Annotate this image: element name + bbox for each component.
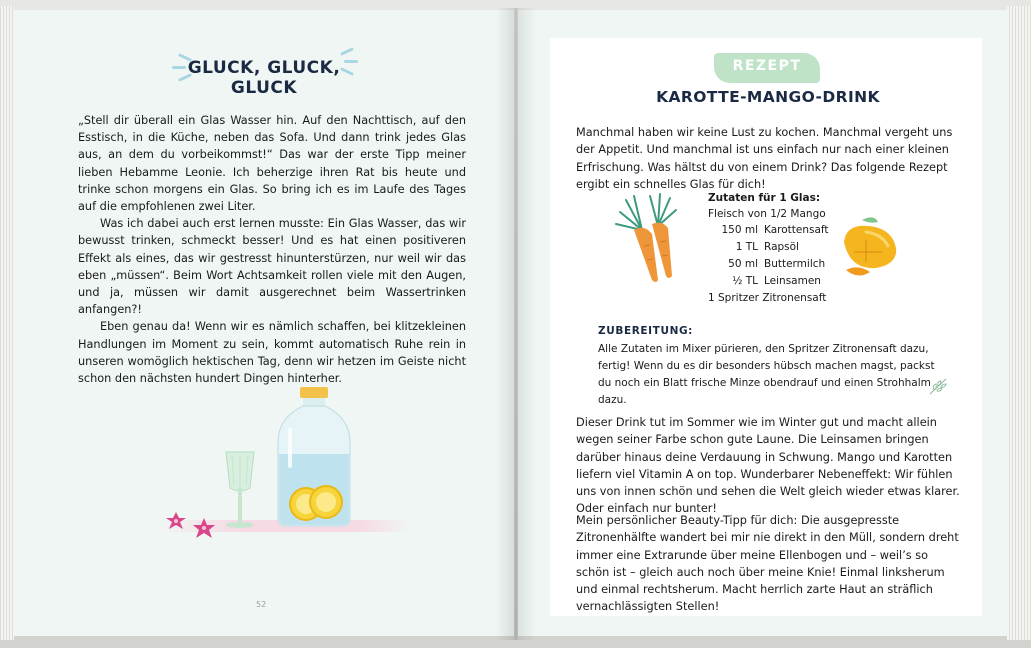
ingredient-qty: 1 TL [735,241,758,253]
recipe-intro [576,124,960,193]
ingredient-item: 1 Spritzer Zitronensaft [708,292,827,304]
preparation-text [598,341,938,409]
ingredient-row [708,206,826,222]
ingredient-item: Rapsöl [764,241,799,253]
ingredient-qty: 150 ml [721,224,758,236]
ingredient-row [708,290,826,306]
title-line: GLUCK [230,78,298,98]
ingredient-row [708,222,829,238]
water-bottle-illustration [218,384,358,529]
paragraph: Dieser Drink tut im Sommer wie im Winter gut und macht allein wegen seiner Farbe schon gute Laune. Die Leinsamen bringen darüber hinaus deine Verdauung in Schwung. Mango und Karotten liefern viel Vitamin A on top. Wunderbarer Nebeneffekt: Wir fühlen uns von innen schön und sehen die Welt gleich wieder etwas klarer. Oder einfach nur bunter! [576,416,960,516]
herb-leaf-icon [928,376,950,396]
paragraph: Alle Zutaten im Mixer pürieren, den Spritzer Zitronensaft dazu, fertig! Wenn du es dir besonders hübsch machen magst, packst du noch ein Blatt frische Minze obendrauf und einen Strohhalm dazu. [598,343,935,406]
left-page-title [150,58,378,98]
page-number: 52 [256,600,267,609]
mango-illustration [836,212,906,284]
book-gutter [496,8,536,640]
recipe-title: KAROTTE-MANGO-DRINK [656,88,880,106]
carrots-illustration [612,190,684,286]
right-page-edges [1007,6,1031,640]
ingredient-item: Buttermilch [764,258,826,270]
ingredient-row [708,239,799,255]
left-body-text [78,112,466,387]
flower-icon [164,508,220,542]
paragraph: Mein persönlicher Beauty-Tipp für dich: Die ausgepresste Zitronenhälfte wandert bei mir nie direkt in den Müll, sondern dreht immer eine Extrarunde über meine Ellenbogen und – weil’s so schön ist – gleich auch noch über meine Knie! Einmal linksherum und einmal rechtsherum. Macht herrlich zarte Haut an sträflich vernachlässigten Stellen! [576,514,959,614]
ingredient-qty: 50 ml [728,258,758,270]
title-line: GLUCK, GLUCK, [187,58,341,78]
ingredient-qty: ½ TL [732,275,758,287]
paragraph: Was ich dabei auch erst lernen musste: Ein Glas Wasser, das wir bewusst trinken, schmeckt besser! Und es hat einen positiveren Effekt als eines, das wir gestresst hinunterstürzen, nur weil wir das eben „müssen“. Beim Wort Achtsamkeit rollen viele mit den Augen, und ja, müssen wir damit ausgerechnet beim Wassertrinken anfangen?! [78,217,466,317]
beauty-tip-paragraph [576,512,960,616]
preparation-title: ZUBEREITUNG: [598,325,693,337]
paragraph: Manchmal haben wir keine Lust zu kochen. Manchmal vergeht uns der Appetit. Und manchmal ist uns einfach nur nach einer kleinen Erfrischung. Was hältst du von einem Drink? Das folgende Rezept ergibt ein schnelles Glas für dich! [576,126,953,191]
recipe-paragraph-2 [576,414,960,518]
ingredient-row [708,256,825,272]
ingredient-item: Karottensaft [764,224,829,236]
ingredients-title: Zutaten für 1 Glas: [708,192,821,204]
paragraph: „Stell dir überall ein Glas Wasser hin. Auf den Nachttisch, auf den Esstisch, in die Küche, neben das Sofa. Und dann trink jedes Glas aus, an dem du vorbeikommst!“ Das war der erste Tipp meiner lieben Hebamme Leonie. Ich beherzige ihren Rat bis heute und trinke schon morgens ein Glas. So bring ich es im Laufe des Tages auf die empfohlenen zwei Liter. [78,114,466,214]
left-page-edges [0,6,14,640]
ingredient-item: Leinsamen [764,275,821,287]
recipe-badge-label: REZEPT [732,58,802,74]
wine-glass-illustration [226,452,254,528]
paragraph: Eben genau da! Wenn wir es nämlich schaffen, bei klitzekleinen Handlungen im Moment zu sein, kommt automatisch Ruhe rein in unseren womöglich hektischen Tag, denn wir hetzen im Geiste nicht schon den nächsten hundert Dingen hinterher. [78,320,466,386]
ingredient-item: Fleisch von 1/2 Mango [708,208,826,220]
ingredient-row [708,273,821,289]
